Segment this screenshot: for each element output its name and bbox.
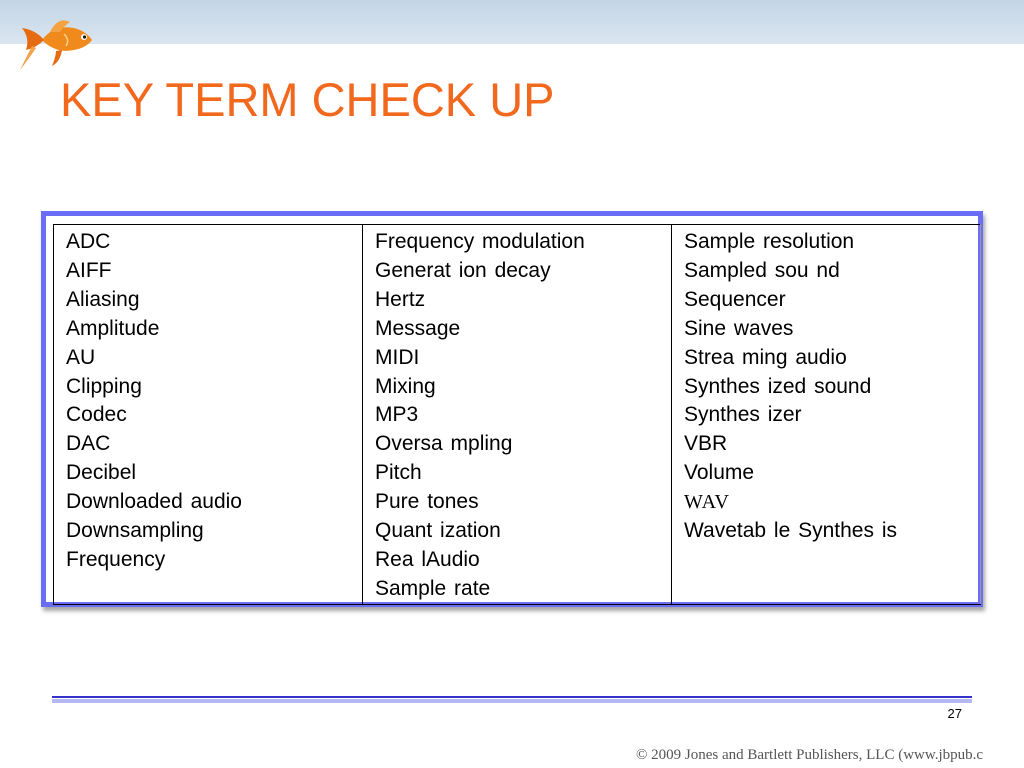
term-item: VBR: [684, 432, 728, 456]
term-item: Pitch: [375, 461, 422, 485]
term-item: Rea lAudio: [375, 547, 480, 571]
copyright-notice: © 2009 Jones and Bartlett Publishers, LLC (www.jbpub.c: [636, 747, 984, 763]
term-item: AIFF: [66, 258, 112, 282]
term-item: Pure tones: [375, 490, 479, 514]
term-item: Sample resolution: [684, 230, 855, 253]
term-item: Aliasing: [66, 287, 140, 311]
term-item: Oversa mpling: [375, 432, 513, 456]
term-item: Frequency: [66, 547, 166, 571]
terms-column-2: [363, 225, 672, 605]
header-band: [0, 0, 1024, 44]
term-item: Sequencer: [684, 287, 786, 311]
term-item: Downloaded audio: [66, 490, 242, 514]
term-item: AU: [66, 345, 96, 369]
term-item: Mixing: [375, 374, 436, 398]
term-item: Synthes ized sound: [684, 374, 872, 398]
term-item: Synthes izer: [684, 403, 802, 427]
term-item: Amplitude: [66, 316, 160, 340]
term-item: ADC: [66, 230, 111, 253]
term-item: DAC: [66, 432, 111, 456]
term-item: Sine waves: [684, 316, 794, 340]
term-item: Hertz: [375, 287, 426, 311]
terms-table: [53, 224, 981, 605]
term-item: Sampled sou nd: [684, 258, 840, 282]
slide-title: KEY TERM CHECK UP: [60, 73, 555, 126]
term-item: Codec: [66, 403, 127, 427]
terms-table-frame: [41, 211, 983, 607]
page-number: 27: [947, 706, 962, 721]
terms-column-3: [672, 225, 981, 605]
term-item: Volume: [684, 461, 755, 485]
term-item: Clipping: [66, 374, 142, 398]
table-row: [54, 225, 981, 605]
term-item: Strea ming audio: [684, 345, 847, 369]
terms-column-1: [54, 225, 363, 605]
term-item: Quant ization: [375, 519, 501, 543]
term-item: Wavetab le Synthes is: [684, 519, 897, 543]
footer-divider: [52, 696, 972, 698]
term-item: Frequency modulation: [375, 230, 585, 253]
term-item: Sample rate: [375, 576, 491, 600]
term-item: MP3: [375, 403, 419, 427]
term-item: WAV: [684, 491, 730, 514]
term-item: Decibel: [66, 461, 137, 485]
term-item: MIDI: [375, 345, 420, 369]
term-item: Downsampling: [66, 519, 204, 543]
term-item: Message: [375, 316, 461, 340]
footer-divider-shadow: [52, 699, 972, 703]
term-item: Generat ion decay: [375, 258, 551, 282]
goldfish-icon: [14, 10, 98, 72]
